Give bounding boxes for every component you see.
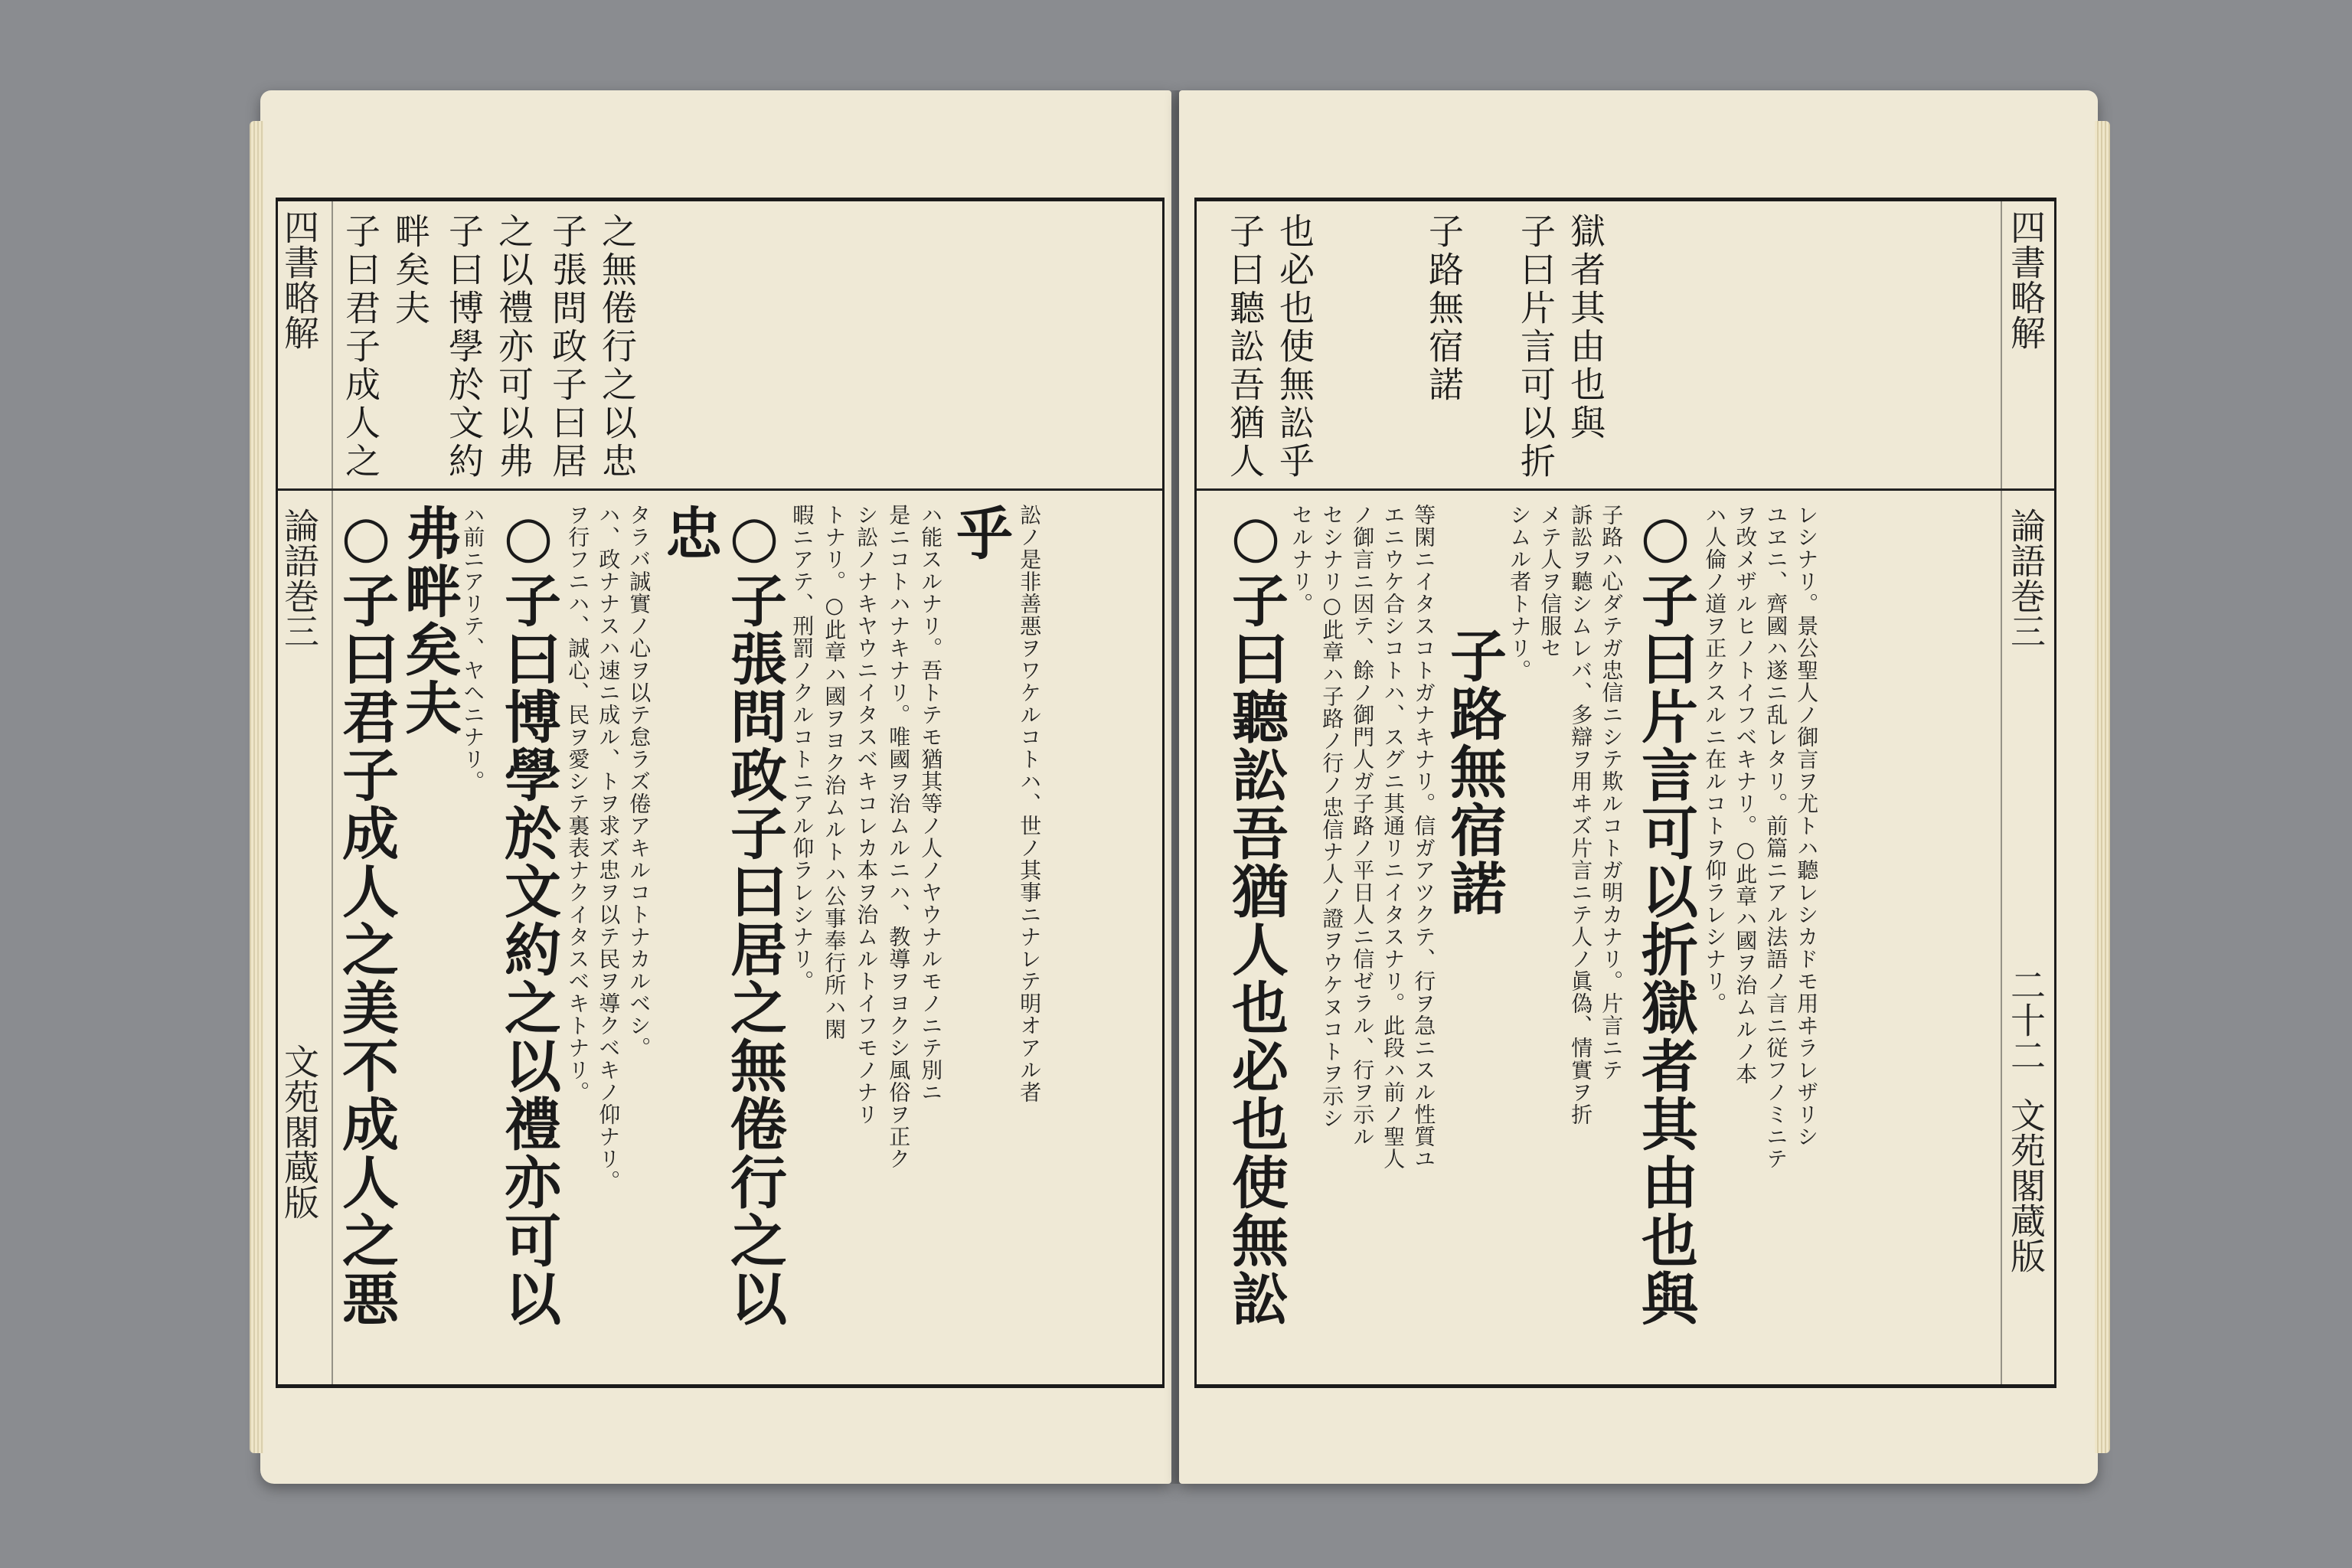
right-main-col-14: ヲ改メザルヒノトイフベキナリ。○此章ハ國ヲ治ムルノ本 — [1733, 504, 1759, 1085]
left-main-col-2: 弗畔矣夫 — [396, 504, 462, 737]
left-page-edge — [250, 121, 263, 1453]
left-top-row-1: 子曰君子成人之 — [340, 213, 381, 481]
left-running-header: 四書略解 — [279, 209, 320, 350]
left-main-col-12: シ訟ノナキヤウニイタスベキコレカ本ヲ治ムルトイフモノナリ — [854, 504, 880, 1125]
right-top-row-2: 也必也使無訟乎 — [1274, 213, 1315, 481]
left-main-col-13: 是ニコトハナキナリ。唯國ヲ治ムルニハ、教導ヲヨクシ風俗ヲ正ク — [886, 504, 912, 1170]
right-main-col-16: レシナリ。景公聖人ノ御言ヲ尤トハ聽レシカドモ用ヰラレザリシ — [1794, 504, 1820, 1148]
right-main-col-10: 訴訟ヲ聽シムレバ、多辯ヲ用ヰズ片言ニテ人ノ眞偽、情實ヲ折 — [1568, 504, 1594, 1125]
right-main-col-1: セルナリ。 — [1289, 504, 1315, 615]
left-main-col-1: ○子曰君子成人之美不成人之悪 — [333, 504, 399, 1328]
left-main-col-9: ○子張問政子曰居之無倦行之以 — [721, 504, 787, 1328]
right-page-edge — [2095, 121, 2110, 1453]
right-top-row-4: 子曰片言可以折 — [1515, 213, 1557, 481]
left-main-col-4: ○子曰博學於文約之以禮亦可以 — [495, 504, 561, 1328]
left-main-col-14: ハ能スルナリ。吾トテモ猶其等ノ人ノヤウナルモノニテ別ニ — [918, 504, 944, 1103]
right-top-row-5: 獄者其由也與 — [1565, 213, 1606, 443]
right-running-header: 四書略解 — [2005, 209, 2047, 350]
right-main-col-6: 等閑ニイタスコトガナキナリ。信ガアツクテ、行ヲ急ニスル性質ユ — [1411, 504, 1437, 1170]
right-folio-number: 二十二 — [2005, 967, 2047, 1073]
right-top-row-1: 子曰聽訟吾猶人 — [1224, 213, 1266, 481]
right-top-row-3: 子路無宿諾 — [1423, 213, 1465, 404]
left-top-row-4: 之以禮亦可以弗 — [493, 213, 534, 481]
right-margin-rule — [2001, 201, 2002, 1384]
left-main-col-7: タラバ誠實ノ心ヲ以テ怠ラズ倦アキルコトナカルベシ。 — [626, 504, 652, 1059]
left-section-title: 論語巻三 — [279, 508, 320, 648]
open-book — [260, 90, 2098, 1484]
left-main-col-15: 乎 — [947, 504, 1013, 562]
right-main-col-13: ハ人倫ノ道ヲ正クスルニ在ルコトヲ仰ラレシナリ。 — [1702, 504, 1728, 1014]
left-main-col-16: 訟ノ是非善悪ヲワケルコトハ、世ノ其事ニナレテ明オアル者 — [1017, 504, 1043, 1103]
right-main-col-7: 子路無宿諾 — [1441, 626, 1507, 917]
right-main-col-12: ○子曰片言可以折獄者其由也與 — [1632, 504, 1698, 1328]
right-main-col-4: ノ御言ニ因テ、餘ノ御門人ガ子路ノ平日人ニ信ゼラル、行ヲ示ル — [1350, 504, 1376, 1148]
left-main-col-5: ヲ行フニハ、誠心、民ヲ愛シテ裏表ナクイタスベキトナリ。 — [565, 504, 591, 1103]
right-text-frame — [1194, 198, 2056, 1388]
right-main-col-8: シムル者トナリ。 — [1507, 504, 1533, 681]
right-main-col-9: メテ人ヲ信服セ — [1537, 504, 1563, 659]
right-header-divider — [1197, 488, 2054, 491]
left-top-row-3: 子曰博學於文約 — [443, 213, 485, 481]
left-main-col-6: ハ、政ナナスハ速ニ成ル、トヲ求ズ忠ヲ以テ民ヲ導クベキノ仰ナリ。 — [596, 504, 622, 1192]
left-main-col-10: 暇ニアテ、刑罰ノクルコトニアル仰ラレシナリ。 — [789, 504, 815, 992]
left-main-col-8: 忠 — [656, 504, 722, 562]
left-top-row-5: 子張問政子曰居 — [547, 213, 588, 481]
left-top-row-6: 之無倦行之以忠 — [596, 213, 638, 481]
right-main-col-3: セシナリ○此章ハ子路ノ行ノ忠信ナ人ノ證ヲウケヌコトヲ示シ — [1319, 504, 1345, 1129]
left-header-divider — [278, 488, 1162, 491]
right-main-col-5: エニウケ合シコトハ、スグニ其通リニイタスナリ。此段ハ前ノ聖人 — [1380, 504, 1406, 1170]
left-top-row-2: 畔矣夫 — [390, 213, 431, 328]
right-main-col-11: 子路ハ心ダテガ忠信ニシテ欺ルコトガ明カナリ。片言ニテ — [1599, 504, 1625, 1081]
right-section-title: 論語巻三 — [2005, 508, 2047, 648]
right-main-col-15: ユヱニ、齊國ハ遂ニ乱レタリ。前篇ニアル法語ノ言ニ従フノミニテ — [1763, 504, 1789, 1170]
right-page — [1179, 90, 2098, 1484]
left-page — [260, 90, 1171, 1484]
right-main-col-2: ○子曰聽訟吾猶人也必也使無訟 — [1223, 504, 1289, 1328]
left-text-frame — [276, 198, 1165, 1388]
left-publisher: 文苑閣蔵版 — [279, 1044, 320, 1220]
left-main-col-3: ハ前ニアリテ、ヤヘニナリ。 — [460, 504, 486, 792]
left-main-col-11: トナリ。○此章ハ國ヲヨク治ムルトハ公事奉行所ハ閑 — [822, 504, 848, 1040]
right-publisher: 文苑閣蔵版 — [2005, 1097, 2047, 1273]
